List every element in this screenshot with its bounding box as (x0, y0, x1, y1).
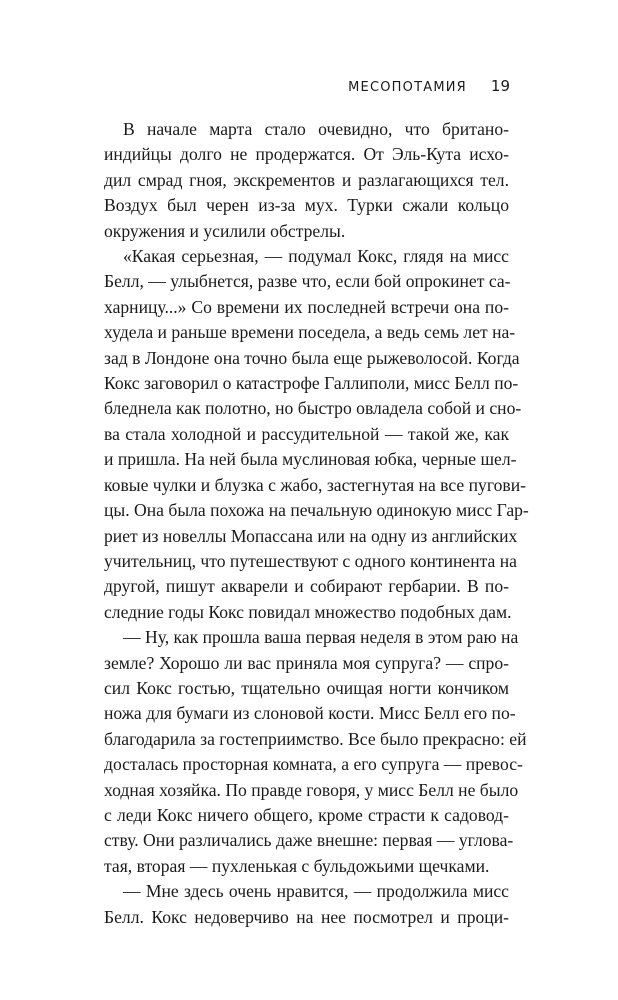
text-line: и пришла. На ней была муслиновая юбка, черные шел- (104, 449, 517, 470)
text-line: — Мне здесь очень нравится, — продолжила мисс (123, 881, 509, 902)
text-line: земле? Хорошо ли вас приняла моя супруга? — спро- (104, 652, 509, 673)
text-line: Белл, — улыбнется, разве что, если бой опрокинет са- (104, 271, 511, 292)
text-line: цы. Она была похожа на печальную одинокую мисс Гар- (104, 500, 529, 521)
text-line: индийцы долго не продержатся. От Эль-Кута исхо- (104, 144, 509, 165)
text-line: ходная хозяйка. По правде говоря, у мисс Белл не было (104, 779, 519, 800)
text-line: «Какая серьезная, — подумал Кокс, глядя на мисс (123, 246, 509, 267)
text-line: Кокс заговорил о катастрофе Галлиполи, мисс Белл по- (104, 373, 519, 394)
text-line: В начале марта стало очевидно, что британо- (123, 119, 509, 139)
text-line: Белл. Кокс недоверчиво на нее посмотрел и проци- (104, 906, 509, 927)
text-line: следние годы Кокс повидал множество подобных дам. (104, 601, 512, 622)
text-line: худела и раньше времени поседела, а ведь семь лет на- (104, 322, 516, 343)
running-head (348, 77, 510, 95)
text-line: благодарила за гостеприимство. Все было прекрасно: ей (104, 728, 527, 749)
body-text (104, 117, 529, 930)
running-title: МЕСОПОТАМИЯ (348, 80, 467, 95)
text-line: досталась просторная комната, а его супруга — превос- (104, 754, 523, 775)
text-line: другой, пишут акварели и собирают гербарии. В по- (104, 576, 509, 597)
text-line: учительниц, что путешествуют с одного континента на (104, 550, 517, 571)
text-line: харницу...» Со времени их последней встречи она по- (104, 296, 509, 317)
text-line: Воздух был черен из-за мух. Турки сжали кольцо (104, 195, 509, 216)
page-number: 19 (490, 77, 510, 95)
text-line: ва стала холодной и рассудительной — такой же, как (104, 423, 509, 444)
text-line: с леди Кокс ничего общего, кроме страсти к садовод- (104, 804, 509, 825)
text-line: дил смрад гноя, экскрементов и разлагающихся тел. (104, 169, 509, 190)
text-line: риет из новеллы Мопассана или на одну из английских (104, 525, 518, 546)
text-line: сил Кокс гостью, тщательно очищая ногти кончиком (104, 677, 509, 698)
text-line: ковые чулки и блузка с жабо, застегнутая на все пугови- (104, 474, 526, 495)
text-line: ству. Они различались даже внешне: первая — углова- (104, 830, 514, 851)
text-line: зад в Лондоне она точно была еще рыжеволосой. Когда (104, 347, 520, 368)
text-line: окружения и усилили обстрелы. (104, 220, 346, 241)
text-line: ножа для бумаги из слоновой кости. Мисс Белл его по- (104, 703, 516, 724)
text-line: — Ну, как прошла ваша первая неделя в этом раю на (123, 627, 519, 648)
text-line: бледнела как полотно, но быстро овладела собой и сно- (104, 398, 522, 419)
text-line: тая, вторая — пухленькая с бульдожьими щечками. (104, 855, 490, 876)
